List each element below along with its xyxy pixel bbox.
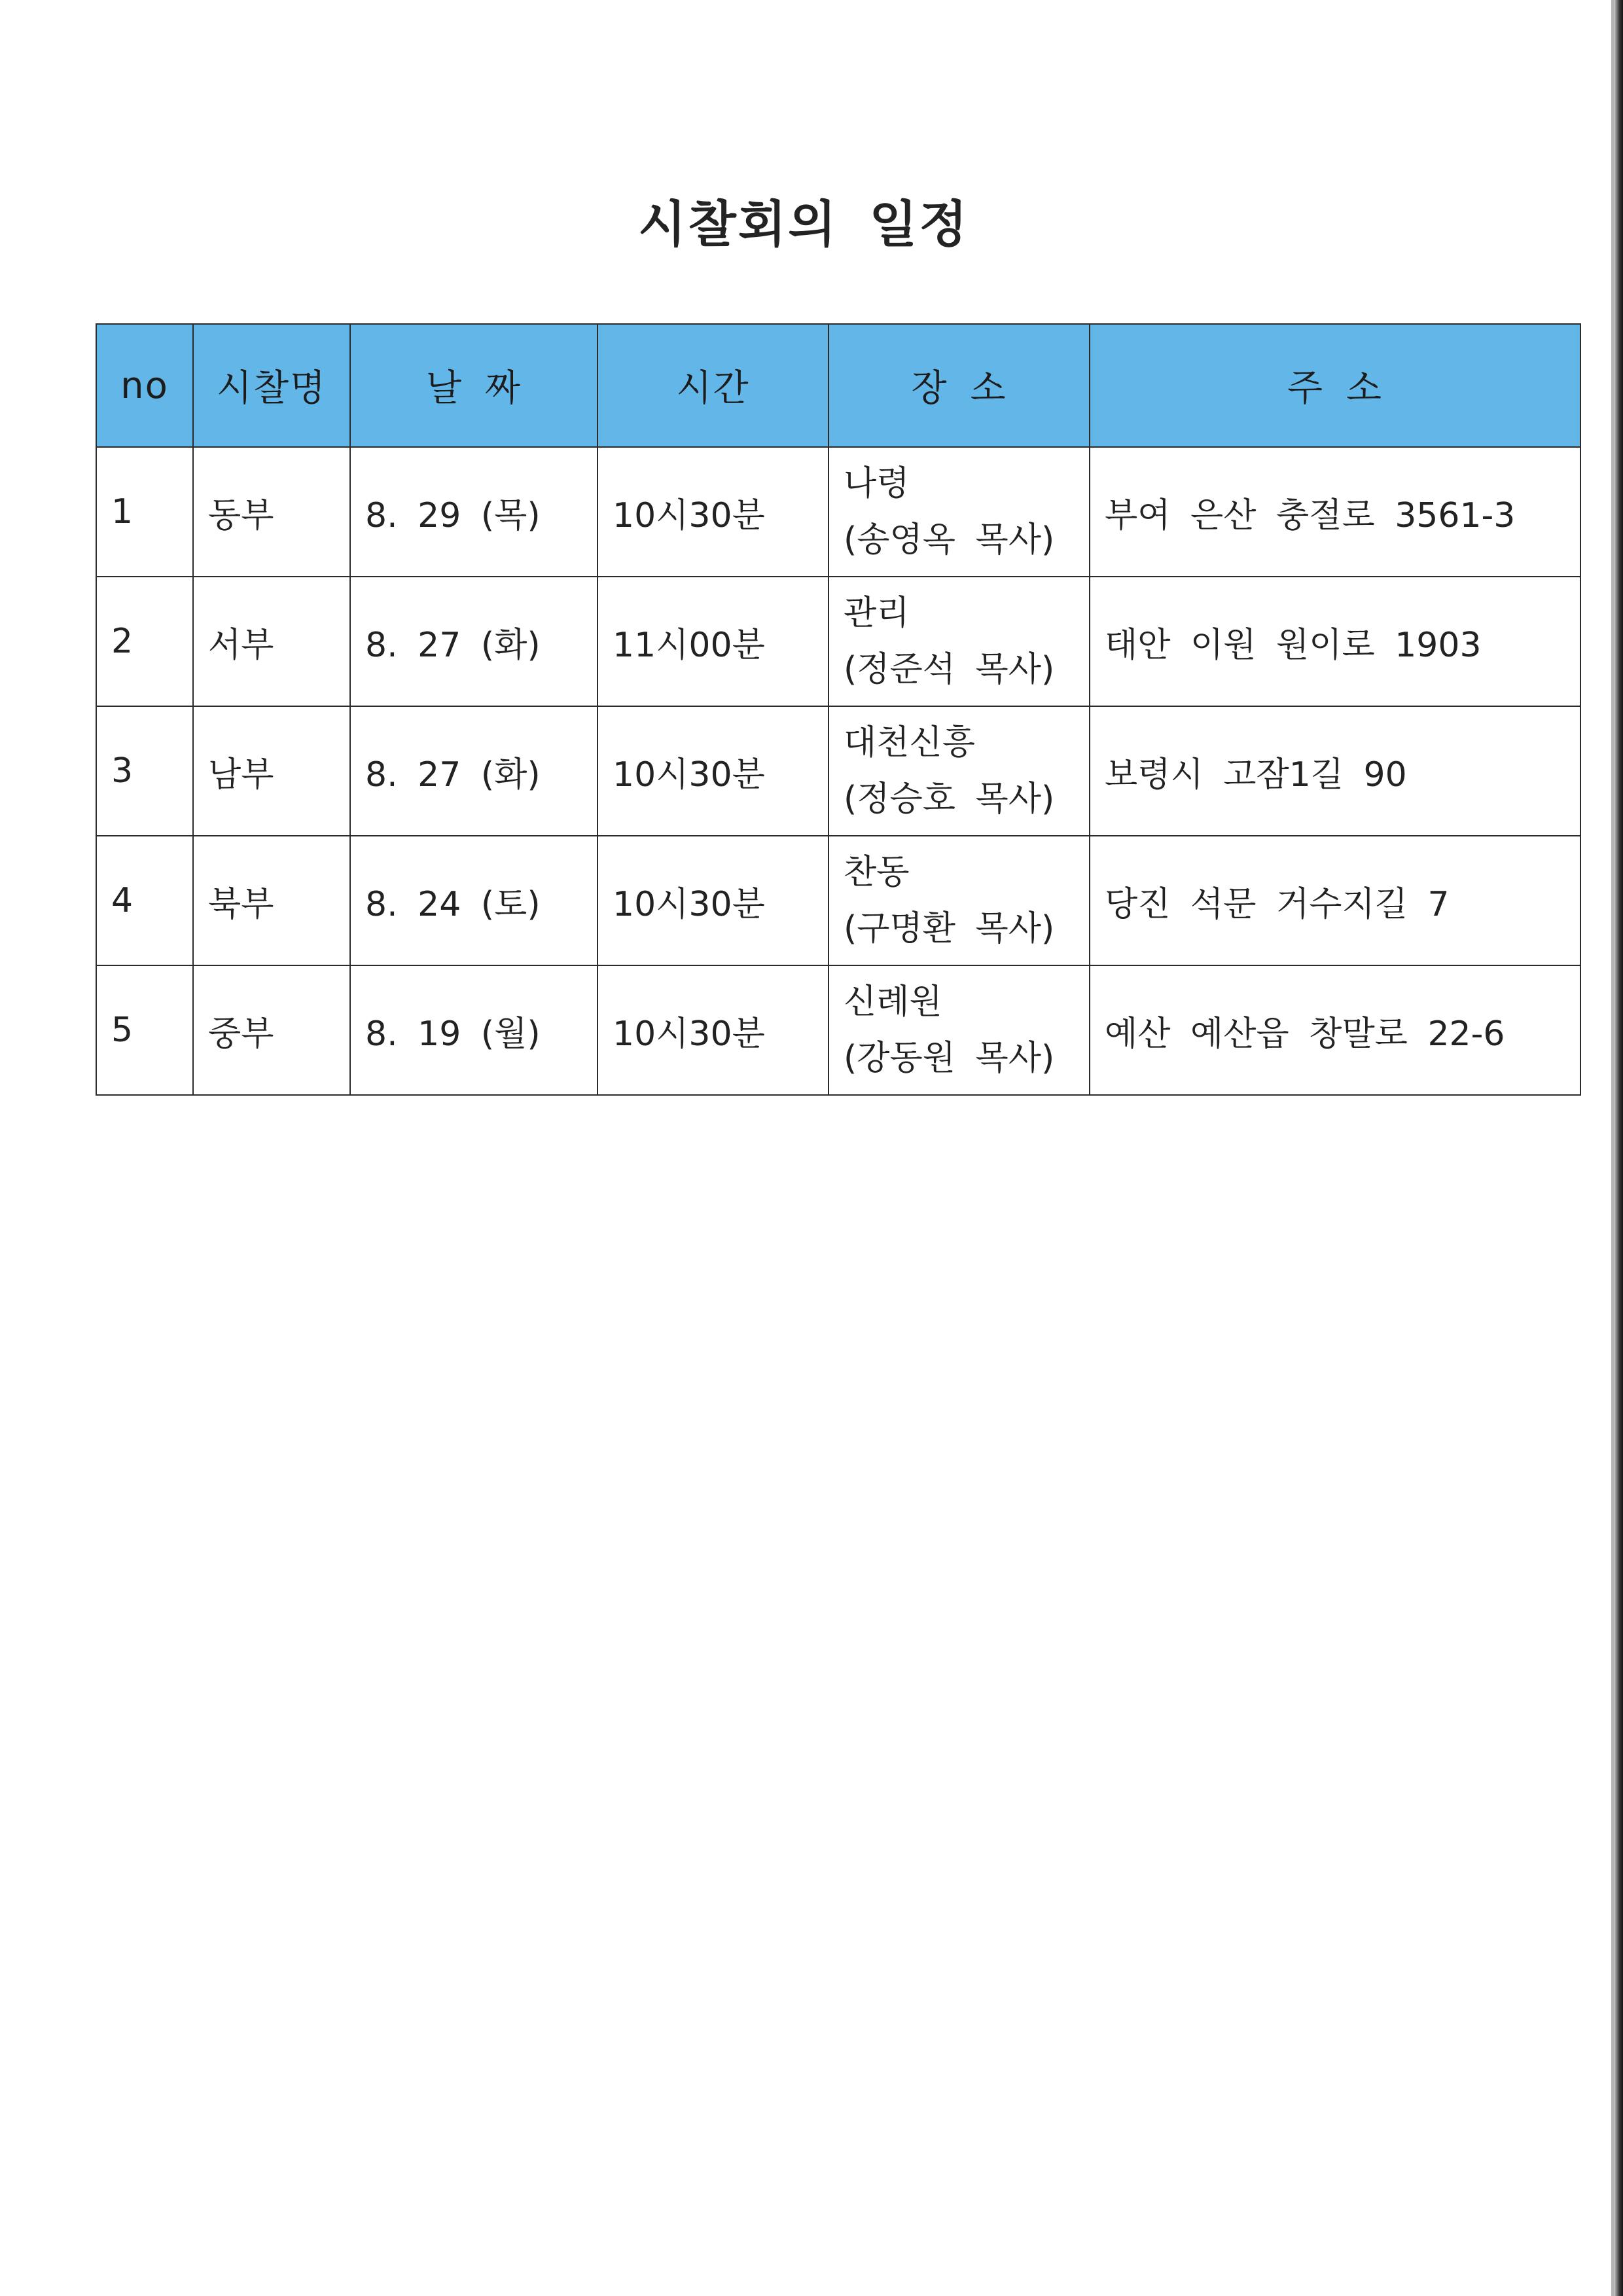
place-pastor: (송영옥 목사) [844, 520, 1055, 560]
cell-time: 10시30분 [597, 965, 829, 1095]
place-pastor: (구명환 목사) [844, 909, 1055, 948]
place-pastor: (정승호 목사) [844, 780, 1055, 819]
cell-place [829, 836, 1090, 965]
cell-no: 5 [96, 965, 193, 1095]
cell-no: 2 [96, 577, 193, 706]
page-title: 시찰회의 일정 [638, 195, 969, 253]
table-row [96, 965, 1580, 1095]
table-header-row [96, 324, 1580, 447]
table-row [96, 447, 1580, 577]
header-name: 시찰명 [193, 324, 350, 447]
cell-name: 서부 [193, 577, 350, 706]
header-date: 날 짜 [350, 324, 597, 447]
cell-no: 3 [96, 706, 193, 836]
cell-date: 8. 27 (화) [350, 577, 597, 706]
cell-address: 보령시 고잠1길 90 [1090, 706, 1580, 836]
cell-address: 부여 은산 충절로 3561-3 [1090, 447, 1580, 577]
place-name: 대천신흥 [844, 723, 975, 762]
cell-name: 남부 [193, 706, 350, 836]
table-row [96, 836, 1580, 965]
place-name: 찬동 [844, 853, 910, 892]
place-name: 관리 [844, 594, 910, 633]
place-name: 나령 [844, 464, 910, 503]
place-pastor: (정준석 목사) [844, 650, 1055, 689]
table-row [96, 706, 1580, 836]
header-place: 장 소 [829, 324, 1090, 447]
cell-date: 8. 19 (월) [350, 965, 597, 1095]
place-pastor: (강동원 목사) [844, 1039, 1055, 1078]
header-time: 시간 [597, 324, 829, 447]
schedule-table [96, 323, 1581, 1096]
cell-time: 10시30분 [597, 447, 829, 577]
cell-address: 태안 이원 원이로 1903 [1090, 577, 1580, 706]
cell-time: 10시30분 [597, 706, 829, 836]
scan-edge [1614, 0, 1623, 2296]
place-name: 신례원 [844, 982, 942, 1022]
cell-no: 4 [96, 836, 193, 965]
cell-name: 동부 [193, 447, 350, 577]
cell-place [829, 965, 1090, 1095]
cell-date: 8. 27 (화) [350, 706, 597, 836]
cell-place [829, 447, 1090, 577]
header-no: no [96, 324, 193, 447]
cell-time: 11시00분 [597, 577, 829, 706]
cell-address: 당진 석문 거수지길 7 [1090, 836, 1580, 965]
cell-no: 1 [96, 447, 193, 577]
cell-name: 북부 [193, 836, 350, 965]
cell-place [829, 577, 1090, 706]
cell-name: 중부 [193, 965, 350, 1095]
cell-time: 10시30분 [597, 836, 829, 965]
cell-date: 8. 29 (목) [350, 447, 597, 577]
cell-date: 8. 24 (토) [350, 836, 597, 965]
cell-address: 예산 예산읍 창말로 22-6 [1090, 965, 1580, 1095]
table-row [96, 577, 1580, 706]
cell-place [829, 706, 1090, 836]
header-address: 주 소 [1090, 324, 1580, 447]
